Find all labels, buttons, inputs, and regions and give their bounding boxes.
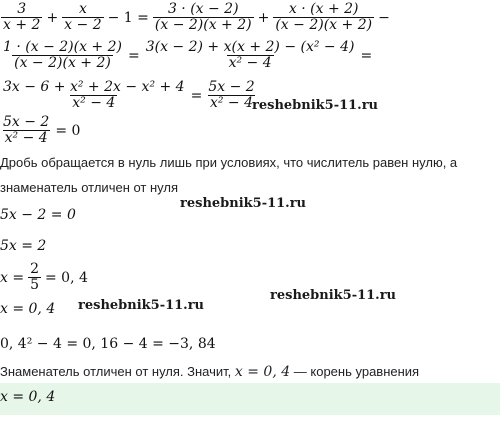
watermark: reshebnik5-11.ru [270,288,397,303]
operator: = [127,47,140,64]
equation-line-3 [0,80,258,111]
equation-line-1 [0,2,390,33]
denominator: x² − 4 [228,55,272,71]
operator: = [190,87,203,104]
denominator: x + 2 [3,17,41,33]
explanation-text: Дробь обращается в нуль лишь при условиях, что числитель равен нулю, а [0,155,458,170]
fraction [1,115,51,146]
conclusion-pre: Знаменатель отличен от нуля. Значит, [0,364,232,379]
denominator: x² − 4 [209,95,254,111]
answer-value: x = 0, 4 [0,389,56,405]
fraction [1,40,124,71]
denominator: x² − 4 [4,130,48,146]
conclusion-text [0,364,419,380]
fraction [153,2,254,33]
answer-box [0,383,500,415]
equation-line-6: 5x = 2 [0,238,47,254]
fraction [206,80,256,111]
fraction [28,262,41,293]
numerator: 1 · (x − 2)(x + 2) [3,39,122,55]
equation-line-7 [0,262,88,293]
equation-line-9: 0, 4² − 4 = 0, 16 − 4 = −3, 84 [0,336,216,352]
denominator: 5 [30,277,39,293]
denominator: (x − 2)(x + 2) [14,55,111,71]
numerator: 5x − 2 [3,114,50,130]
watermark: reshebnik5-11.ru [180,196,307,211]
fraction [62,2,103,33]
fraction [144,40,357,71]
equation-lhs: x = [0,269,25,286]
numerator: 3 · (x − 2) [167,1,239,17]
equation-line-5: 5x − 2 = 0 [0,207,76,223]
denominator: x − 2 [64,17,102,33]
numerator: 3 [17,1,27,17]
numerator: 3(x − 2) + x(x + 2) − (x² − 4) [145,39,355,55]
operator: + [46,9,59,26]
fraction [1,2,42,33]
fraction [273,2,374,33]
numerator: x [78,1,87,17]
numerator: 5x − 2 [208,79,255,95]
equation-line-2 [0,40,372,71]
equation-rhs: = 0, 4 [45,269,88,286]
equation-rhs: = 0 [55,122,81,139]
operator: = [360,47,373,64]
operator: + [257,9,270,26]
equation-line-4 [0,115,80,146]
denominator: (x − 2)(x + 2) [275,17,373,33]
numerator: x · (x + 2) [288,1,359,17]
fraction [1,80,187,111]
denominator: (x − 2)(x + 2) [154,17,252,33]
operator: − 1 = [107,9,149,26]
denominator: x² − 4 [72,95,116,111]
equation-line-8: x = 0, 4 [0,301,56,317]
operator: − [378,9,390,26]
conclusion-math: x = 0, 4 [234,364,291,380]
numerator: 2 [30,261,39,277]
numerator: 3x − 6 + x² + 2x − x² + 4 [3,79,185,95]
explanation-text: знаменатель отличен от нуля [0,180,179,195]
watermark: reshebnik5-11.ru [252,98,379,113]
conclusion-post: — корень уравнения [293,364,420,379]
watermark: reshebnik5-11.ru [78,298,205,313]
